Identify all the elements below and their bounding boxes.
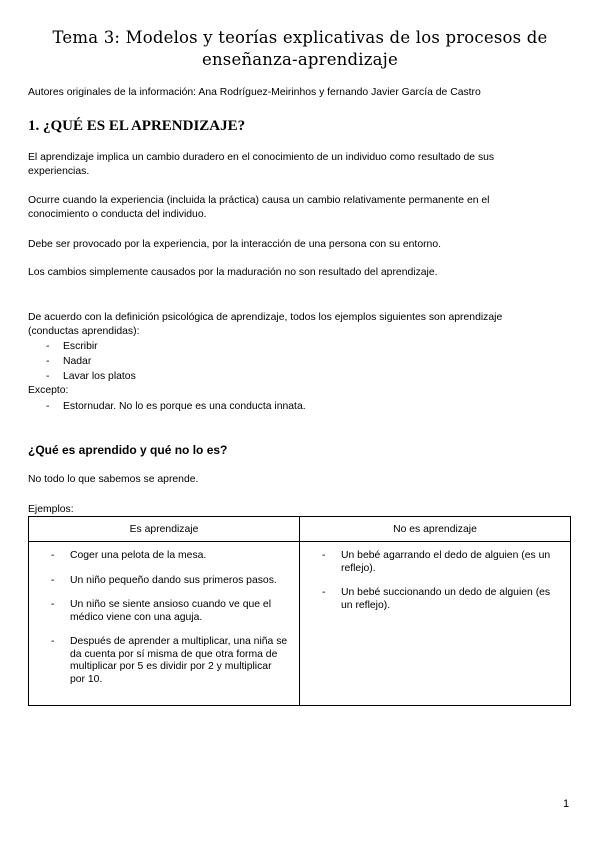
not-learning-examples-list (316, 550, 560, 612)
except-label: Excepto: (28, 385, 69, 396)
list-item: - Lavar los platos (46, 369, 136, 384)
paragraph-3: Debe ser provocado por la experiencia, por la interacción de una persona con su entorno. (28, 239, 441, 250)
learning-cell (29, 542, 300, 706)
list-item: - Escribir (46, 339, 136, 354)
examples-label: Ejemplos: (28, 504, 74, 515)
list-item: - Un bebé agarrando el dedo de alguien (es un reflejo). (316, 550, 560, 575)
title-line-2: enseñanza-aprendizaje (202, 50, 398, 69)
paragraph-4: Los cambios simplemente causados por la maduración no son resultado del aprendizaje. (28, 267, 438, 278)
exceptions-list (46, 399, 306, 414)
document-title (40, 27, 560, 71)
list-item: - Coger una pelota de la mesa. (45, 550, 289, 563)
paragraph-1: El aprendizaje implica un cambio duradero en el conocimiento de un individuo como resultado de sus experiencias. (28, 152, 495, 177)
list-item: - Un bebé succionando un dedo de alguien (es un reflejo). (316, 587, 560, 612)
section-1-heading: 1. ¿QUÉ ES EL APRENDIZAJE? (28, 118, 246, 134)
list-item: - Nadar (46, 354, 136, 369)
table-header-not-learning: No es aprendizaje (300, 517, 571, 542)
page-number: 1 (563, 798, 570, 810)
list-item: - Estornudar. No lo es porque es una conducta innata. (46, 399, 306, 414)
not-learning-cell (300, 542, 571, 706)
examples-table (28, 516, 571, 706)
list-item: - Después de aprender a multiplicar, una niña se da cuenta por sí misma de que otra forma de multiplicar por 5 es dividir por 2 y multiplicar por 10. (45, 636, 289, 686)
table-header-learning: Es aprendizaje (29, 517, 300, 542)
section-2-intro: No todo lo que sabemos se aprende. (28, 474, 199, 485)
list-item: - Un niño pequeño dando sus primeros pasos. (45, 575, 289, 588)
section-2-heading: ¿Qué es aprendido y qué no lo es? (28, 443, 228, 457)
title-line-1: Tema 3: Modelos y teorías explicativas de los procesos de (52, 28, 548, 47)
definition-intro: De acuerdo con la definición psicológica de aprendizaje, todos los ejemplos siguientes son aprendizaje (conductas aprendidas): (28, 312, 503, 337)
learned-behaviors-list (46, 339, 136, 384)
authors-line: Autores originales de la información: Ana Rodríguez-Meirinhos y fernando Javier García de Castro (28, 87, 481, 98)
paragraph-2: Ocurre cuando la experiencia (incluida la práctica) causa un cambio relativamente permanente en el conocimiento o conducta del individuo. (28, 195, 490, 220)
learning-examples-list (45, 550, 289, 686)
list-item: - Un niño se siente ansioso cuando ve que el médico viene con una aguja. (45, 599, 289, 624)
